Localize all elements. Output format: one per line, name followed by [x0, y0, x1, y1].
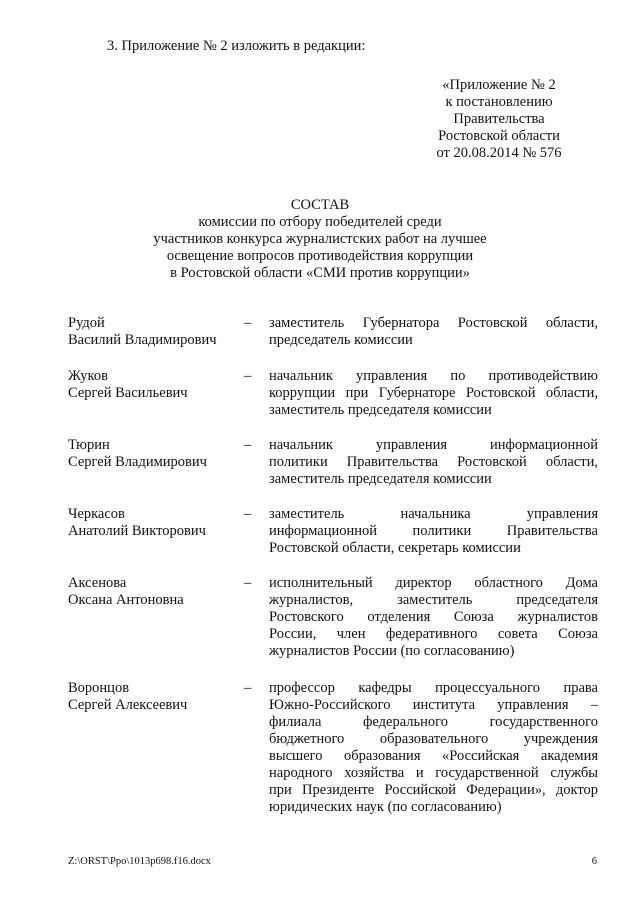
appendix-header-line: Правительства: [453, 111, 545, 127]
role-line: Ростовской области, секретарь комиссии: [269, 540, 521, 556]
role-line: профессор кафедры процессуального права: [269, 680, 598, 696]
title-line: в Ростовской области «СМИ против коррупции»: [170, 265, 470, 281]
member-name: [68, 368, 238, 402]
role-line: народного хозяйства и государственной службы: [269, 765, 598, 781]
role-line: начальник управления по противодействию: [269, 368, 598, 384]
role-line: журналистов, заместитель председателя: [269, 592, 598, 608]
role-line: филиала федерального государственного: [269, 714, 598, 730]
member-surname: Рудой: [68, 315, 105, 331]
appendix-header-line: от 20.08.2014 № 576: [436, 145, 562, 161]
role-line: России, член федеративного совета Союза: [269, 626, 598, 642]
role-line: заместитель председателя комиссии: [269, 471, 492, 487]
member-role: [269, 680, 598, 816]
title-heading: СОСТАВ: [290, 197, 350, 213]
role-line: заместитель начальника управления: [269, 506, 598, 522]
role-line: Южно-Российского института управления –: [269, 697, 598, 713]
dash-separator: –: [244, 315, 252, 331]
role-line: журналистов России (по согласованию): [269, 643, 515, 659]
member-role: [269, 506, 598, 557]
role-line: председатель комиссии: [269, 332, 413, 348]
appendix-header-line: к постановлению: [445, 94, 553, 110]
role-line: начальник управления информационной: [269, 437, 598, 453]
member-name: [68, 506, 238, 540]
member-role: [269, 368, 598, 419]
role-line: Ростовского отделения Союза журналистов: [269, 609, 598, 625]
role-line: при Президенте Российской Федерации», доктор: [269, 782, 598, 798]
member-role: [269, 575, 598, 660]
role-line: политики Правительства Ростовской области,: [269, 454, 598, 470]
member-name: [68, 315, 238, 349]
intro-instruction: 3. Приложение № 2 изложить в редакции:: [107, 38, 366, 54]
commission-title: [100, 197, 540, 282]
role-line: бюджетного образовательного учреждения: [269, 731, 598, 747]
page-number: 6: [591, 856, 597, 867]
member-role: [269, 437, 598, 488]
title-line: комиссии по отбору победителей среди: [198, 214, 442, 230]
member-name: [68, 680, 238, 714]
footer-file-path: Z:\ORST\Ppo\1013p698.f16.docx: [68, 856, 211, 867]
role-line: информационной политики Правительства: [269, 523, 598, 539]
member-surname: Тюрин: [68, 437, 110, 453]
dash-separator: –: [244, 680, 252, 696]
member-surname: Воронцов: [68, 680, 130, 696]
member-given-names: Сергей Алексеевич: [68, 697, 188, 713]
title-line: освещение вопросов противодействия коррупции: [166, 248, 474, 264]
dash-separator: –: [244, 506, 252, 522]
member-surname: Жуков: [68, 368, 108, 384]
role-line: исполнительный директор областного Дома: [269, 575, 598, 591]
appendix-header: [380, 77, 618, 162]
member-given-names: Сергей Владимирович: [68, 454, 207, 470]
member-role: [269, 315, 598, 349]
appendix-header-line: Ростовской области: [438, 128, 560, 144]
dash-separator: –: [244, 368, 252, 384]
role-line: заместитель председателя комиссии: [269, 402, 492, 418]
member-given-names: Анатолий Викторович: [68, 523, 206, 539]
dash-separator: –: [244, 575, 252, 591]
member-surname: Аксенова: [68, 575, 127, 591]
title-line: участников конкурса журналистских работ на лучшее: [153, 231, 487, 247]
role-line: высшего образования «Российская академия: [269, 748, 598, 764]
role-line: заместитель Губернатора Ростовской области,: [269, 315, 598, 331]
member-name: [68, 437, 238, 471]
role-line: коррупции при Губернаторе Ростовской области,: [269, 385, 598, 401]
member-given-names: Сергей Васильевич: [68, 385, 188, 401]
member-given-names: Оксана Антоновна: [68, 592, 184, 608]
member-surname: Черкасов: [68, 506, 125, 522]
member-name: [68, 575, 238, 609]
role-line: юридических наук (по согласованию): [269, 799, 502, 815]
member-given-names: Василий Владимирович: [68, 332, 217, 348]
dash-separator: –: [244, 437, 252, 453]
appendix-header-line: «Приложение № 2: [442, 77, 556, 93]
